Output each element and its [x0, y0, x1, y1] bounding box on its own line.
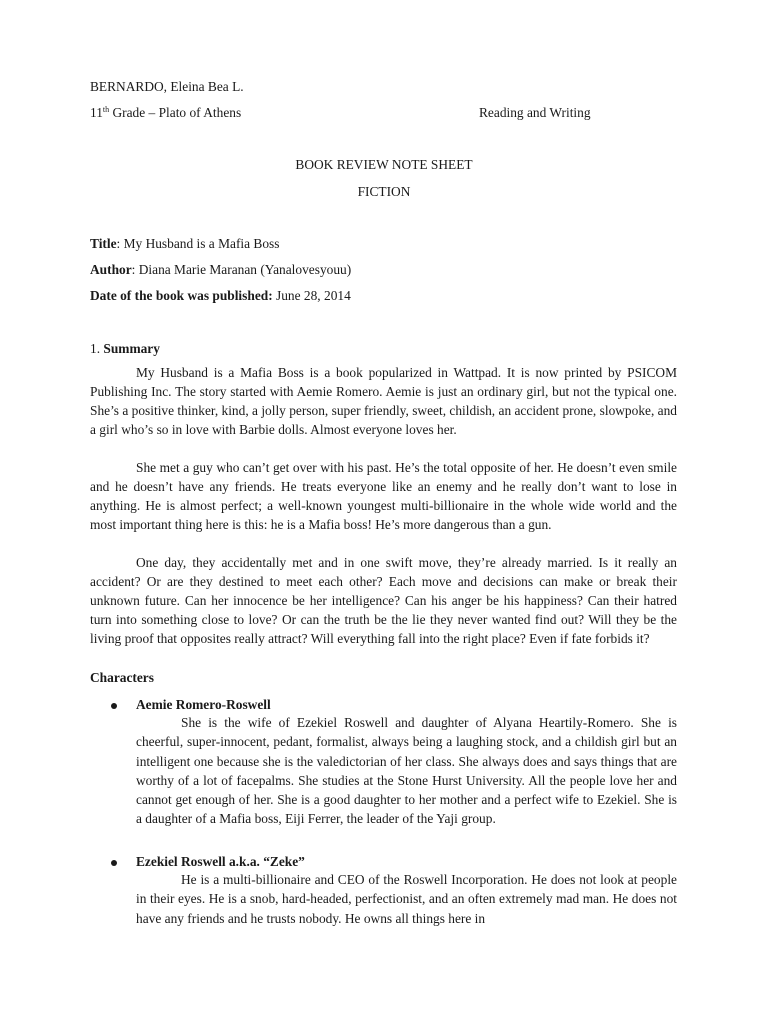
subject-name: Reading and Writing	[479, 105, 591, 120]
bullet-icon	[111, 703, 117, 709]
book-author-field	[90, 260, 351, 279]
summary-paragraph: She met a guy who can’t get over with his past. He’s the total opposite of her. He doesn’t even smile and he doesn’t have any friends. He treats everyone like an enemy and he really don’t want to lose in anything. He is almost perfect; a well-known youngest multi-billionaire in the whole wide world and the most important thing here is this: he is a Mafia boss! He’s more dangerous than a gun.	[90, 460, 677, 532]
grade-number: 11	[90, 105, 103, 120]
grade-suffix: th	[102, 105, 110, 114]
publication-date-label: Date of the book was published:	[90, 288, 273, 303]
characters-heading: Characters	[90, 670, 154, 685]
summary-heading	[90, 339, 160, 358]
book-author-value: : Diana Marie Maranan (Yanalovesyouu)	[131, 262, 352, 277]
character-description: She is the wife of Ezekiel Roswell and daughter of Alyana Heartily-Romero. She is cheerful, super-innocent, pedant, formalist, always being a laughing stock, and a childish girl but an intelligent one because she is the valedictorian of her class. She always does and says things that are worthy of a lot of facepalms. She studies at the Stone Hurst University. All the people love her and cannot get enough of her. She is a good daughter to her mother and a perfect wife to Ezekiel. She is a daughter of a Mafia boss, Eiji Ferrer, the leader of the Yaji group.	[136, 715, 677, 827]
summary-paragraph: My Husband is a Mafia Boss is a book popularized in Wattpad. It is now printed by PSICOM Publishing Inc. The story started with Aemie Romero. Aemie is just an ordinary girl, but not the typical one. She’s a positive thinker, kind, a jolly person, super friendly, sweet, childish, an accident prone, slowpoke, and a girl who’s so in love with Barbie dolls. Almost everyone loves her.	[90, 365, 677, 437]
summary-number: 1.	[90, 341, 104, 356]
bullet-icon	[111, 860, 117, 866]
character-name: Aemie Romero-Roswell	[136, 697, 271, 712]
document-title: BOOK REVIEW NOTE SHEET	[295, 157, 473, 172]
grade-section-name: Grade – Plato of Athens	[109, 105, 242, 120]
summary-heading-label: Summary	[103, 341, 160, 356]
character-name: Ezekiel Roswell a.k.a. “Zeke”	[136, 854, 305, 869]
student-name: BERNARDO, Eleina Bea L.	[90, 79, 244, 94]
book-title-field	[90, 234, 279, 253]
book-title-value: : My Husband is a Mafia Boss	[116, 236, 280, 251]
grade-section	[90, 103, 241, 122]
character-description: He is a multi-billionaire and CEO of the Roswell Incorporation. He does not look at people in their eyes. He is a snob, hard-headed, perfectionist, and an often extremely mad man. He does not have any friends and he trusts nobody. He owns all things here in	[136, 872, 677, 926]
book-title-label: Title	[90, 236, 117, 251]
summary-paragraph: One day, they accidentally met and in one swift move, they’re already married. Is it really an accident? Or are they destined to meet each other? Each move and decisions can make or break their unknown future. Can her innocence be her intelligence? Can his anger be his happiness? Can their hatred turn into something close to love? Or can the truth be the lie they never wanted find out? Will they be the living proof that opposites really attract? Will everything fall into the right place? Even if fate forbids it?	[90, 555, 677, 646]
publication-date-value: June 28, 2014	[272, 288, 351, 303]
publication-date-field	[90, 286, 351, 305]
document-subtitle: FICTION	[357, 184, 411, 199]
book-author-label: Author	[90, 262, 132, 277]
